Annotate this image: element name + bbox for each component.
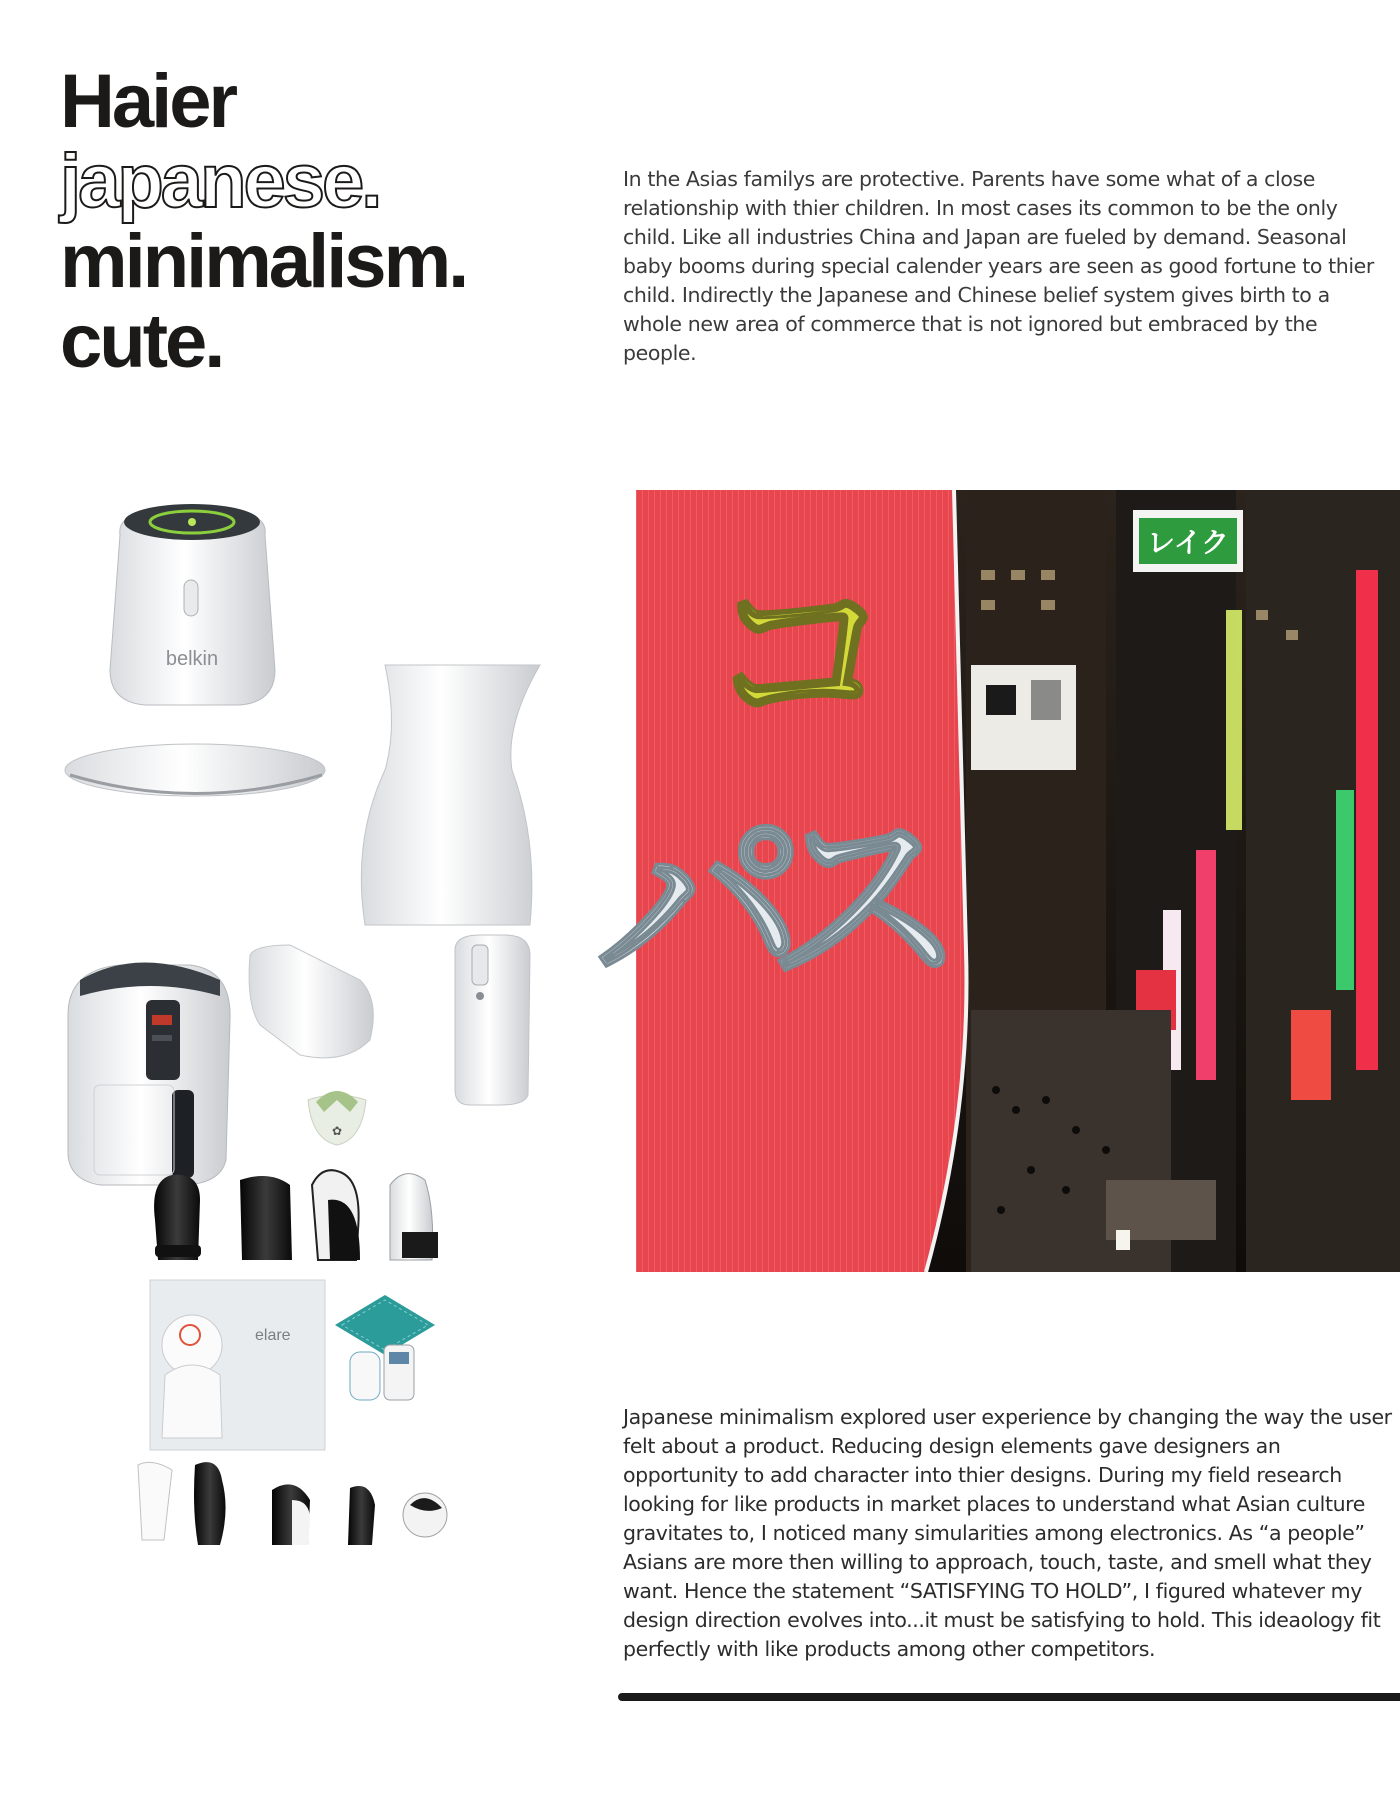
product-collage [60, 440, 620, 1344]
big-sign-glyph-su: ス [766, 785, 967, 1018]
vase-humidifier-image [361, 665, 540, 925]
baby-monitor-image [110, 504, 275, 705]
monitor-kit-image [335, 1295, 435, 1400]
monitor-brand-label: belkin [165, 648, 219, 670]
monitor-box-image [150, 1280, 325, 1450]
closing-paragraph: Japanese minimalism explored user experience by changing the way the user felt about a product. Reducing design elements gave designers an opportunity to add character into thier designs. During my field research looking for like products in market places to understand what Asian culture gravitates to, I noticed many simularities among electronics. As “a people” Asians are more then willing to approach, touch, taste, and smell what they want. Hence the statement “SATISFYING TO HOLD”, I figured whatever my design direction evolves into...it must be satisfying to hold. This ideaology fit perfectly with like products among other competitors. [623, 1405, 1392, 1661]
air-freshener-image [455, 935, 530, 1105]
headline-minimalism: minimalism. [60, 219, 467, 304]
building-sign-text: レイク [1146, 526, 1230, 559]
page-headline [60, 59, 467, 384]
big-sign-glyph-ko: コ [706, 544, 897, 765]
wall-sensor-image [249, 945, 373, 1058]
air-fryer-image [68, 963, 230, 1186]
tokyo-neon-photo [596, 490, 1400, 1272]
mouse-image [65, 744, 325, 796]
svg-text:✿: ✿ [331, 1124, 343, 1138]
headline-cute: cute. [60, 299, 223, 384]
headline-brand: Haier [60, 59, 236, 144]
tulip-device-image [308, 1091, 366, 1145]
big-sign-glyph-pa: パ [596, 785, 807, 1030]
figurine-row-image [138, 1462, 447, 1545]
bottom-rule [618, 1693, 1400, 1701]
headline-japanese: japanese. [60, 139, 380, 224]
box-brand-label: elare [255, 1327, 291, 1344]
intro-paragraph: In the Asias familys are protective. Parents have some what of a close relationship with thier children. In most cases its common to be the only child. Like all industries China and Japan are fueled by demand. Seasonal baby booms during special calender years are seen as good fortune to thier child. Indirectly the Japanese and Chinese belief system gives birth to a whole new area of commerce that is not ignored but embraced by the people. [623, 167, 1374, 365]
